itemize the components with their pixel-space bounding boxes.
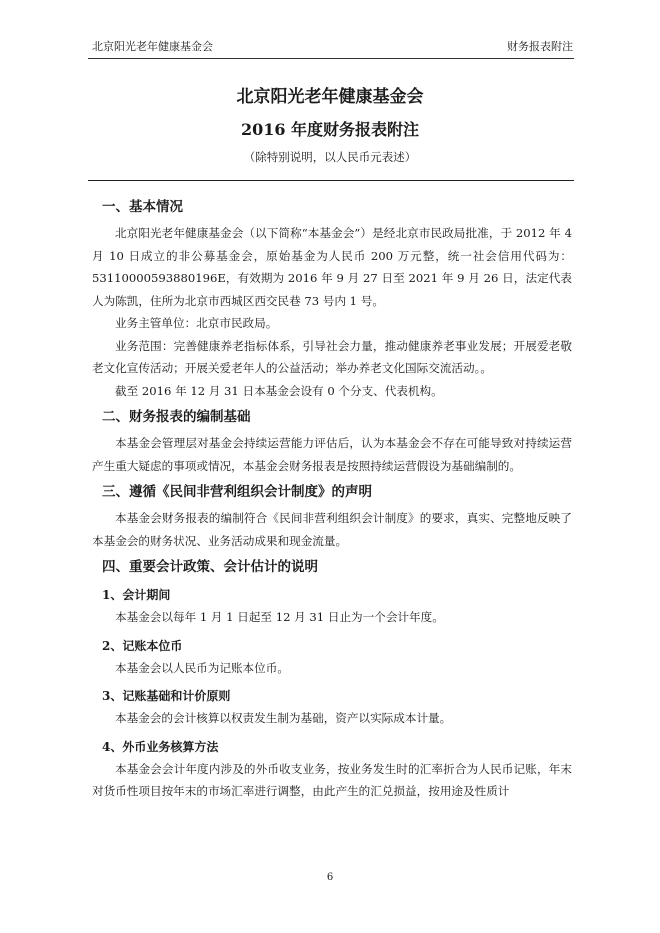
paragraph: 本基金会管理层对基金会持续运营能力评估后，认为本基金会不存在可能导致对持续运营产生重大疑虑的事项或情况，本基金会财务报表是按照持续运营假设为基础编制的。 xyxy=(92,436,572,473)
paragraph: 北京阳光老年健康基金会（以下简称“本基金会”）是经北京市民政局批准，于 2012 年 4 月 10 日成立的非公募基金会，原始基金为人民币 200 万元整，统一社会信用代码为：53110000593880196E，有效期为 2016 年 9 月 27 日至 2021 年 9 月 26 日，法定代表人为陈凯，住所为北京市西城区西交民巷 73 号内 1 号。 xyxy=(92,226,572,308)
paragraph: 业务主管单位：北京市民政局。 xyxy=(115,316,278,330)
paragraph: 业务范围：完善健康养老指标体系，引导社会力量，推动健康养老事业发展；开展爱老敬老文化宣传活动；开展关爱老年人的公益活动；举办养老文化国际交流活动。。 xyxy=(92,338,572,375)
subsection-heading-accounting-basis: 3、记账基础和计价原则 xyxy=(102,689,231,703)
paragraph: 本基金会的会计核算以权责发生制为基础，资产以实际成本计量。 xyxy=(115,711,452,725)
subsection-heading-accounting-period: 1、会计期间 xyxy=(102,588,171,602)
subsection-heading-functional-currency: 2、记账本位币 xyxy=(102,638,183,653)
document-title: 北京阳光老年健康基金会 xyxy=(236,87,424,107)
section-heading-basic-info: 一、基本情况 xyxy=(102,199,183,215)
section-heading-compliance-statement: 三、遵循《民间非营利组织会计制度》的声明 xyxy=(102,484,372,500)
header-organization: 北京阳光老年健康基金会 xyxy=(92,40,213,53)
header-section: 财务报表附注 xyxy=(507,40,573,53)
paragraph: 本基金会会计年度内涉及的外币收支业务，按业务发生时的汇率折合为人民币记账，年末对货币性项目按年末的市场汇率进行调整，由此产生的汇兑损益，按用途及性质计 xyxy=(92,761,572,798)
document-body xyxy=(92,192,572,803)
header-rule xyxy=(88,58,574,59)
section-heading-accounting-policies: 四、重要会计政策、会计估计的说明 xyxy=(102,559,318,575)
page-number: 6 xyxy=(326,872,334,883)
document-subtitle: 2016 年度财务报表附注 xyxy=(240,120,420,139)
paragraph: 截至 2016 年 12 月 31 日本基金会设有 0 个分支、代表机构。 xyxy=(115,383,443,398)
paragraph: 本基金会财务报表的编制符合《民间非营利组织会计制度》的要求，真实、完整地反映了本基金会的财务状况、业务活动成果和现金流量。 xyxy=(92,511,572,548)
section-heading-basis-of-preparation: 二、财务报表的编制基础 xyxy=(102,409,251,425)
paragraph: 本基金会以每年 1 月 1 日起至 12 月 31 日止为一个会计年度。 xyxy=(115,610,444,624)
subsection-heading-foreign-currency: 4、外币业务核算方法 xyxy=(102,739,219,754)
title-rule xyxy=(88,180,574,181)
currency-note: （除特别说明，以人民币元表述） xyxy=(243,150,417,164)
paragraph: 本基金会以人民币为记账本位币。 xyxy=(115,660,289,675)
